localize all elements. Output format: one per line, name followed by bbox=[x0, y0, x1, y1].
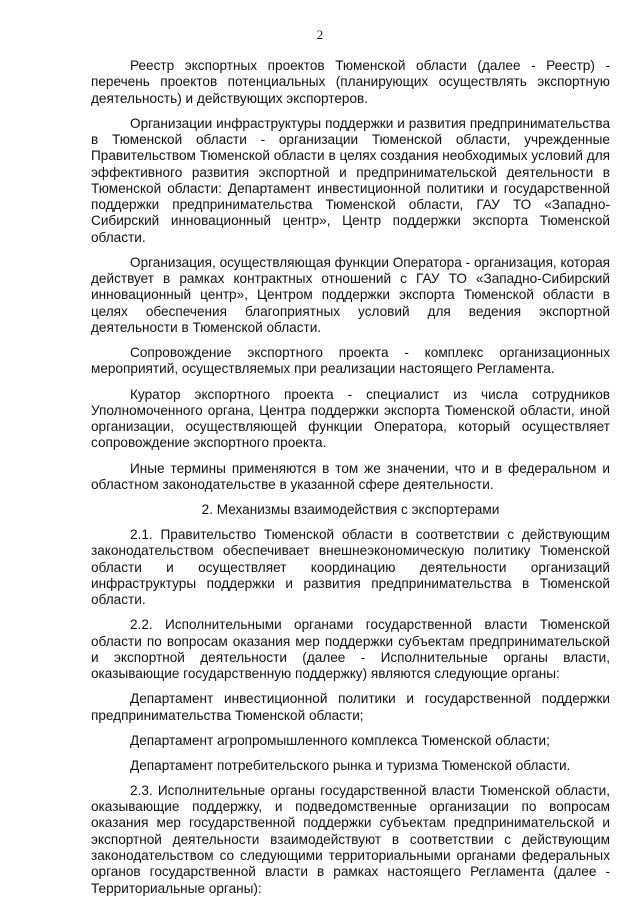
paragraph-department-investment: Департамент инвестиционной политики и государственной поддержки предпринимательства Тюменской области; bbox=[91, 691, 610, 723]
paragraph-2-3: 2.3. Исполнительные органы государственной власти Тюменской области, оказывающие поддержку, и подведомственные организации по вопросам оказания мер государственной поддержки субъектам предпринимательской и экспортной деятельности взаимодействуют в соответствии с действующим законодательством со следующими территориальными органами федеральных органов государственной власти в рамках настоящего Регламента (далее - Территориальные органы): bbox=[91, 782, 610, 896]
paragraph-infrastructure-organizations: Организации инфраструктуры поддержки и развития предпринимательства в Тюменской области - организации Тюменской области, учрежденные Правительством Тюменской области в целях создания необходимых условий для эффективного развития экспортной и предпринимательской деятельности в Тюменской области: Департамент инвестиционной политики и государственной поддержки предпринимательства Тюменской области, ГАУ ТО «Западно-Сибирский инновационный центр», Центр поддержки экспорта Тюменской области. bbox=[91, 115, 610, 245]
page-number: 2 bbox=[316, 27, 324, 42]
paragraph-project-curator: Куратор экспортного проекта - специалист из числа сотрудников Уполномоченного органа, Центра поддержки экспорта Тюменской области, иной организации, осуществляющей функции Оператора, который осуществляет сопровождение экспортного проекта. bbox=[91, 386, 610, 451]
paragraph-export-registry: Реестр экспортных проектов Тюменской области (далее - Реестр) - перечень проектов потенциальных (планирующих осуществлять экспортную деятельность) и действующих экспортеров. bbox=[91, 58, 610, 106]
paragraph-2-2: 2.2. Исполнительными органами государственной власти Тюменской области по вопросам оказания мер поддержки субъектам предпринимательской и экспортной деятельности (далее - Исполнительные органы власти, оказывающие государственную поддержку) являются следующие органы: bbox=[91, 617, 610, 682]
paragraph-other-terms: Иные термины применяются в том же значении, что и в федеральном и областном законодательстве в указанной сфере деятельности. bbox=[91, 460, 610, 492]
paragraph-project-support: Сопровождение экспортного проекта - комплекс организационных мероприятий, осуществляемых при реализации настоящего Регламента. bbox=[91, 345, 610, 377]
paragraph-department-agro: Департамент агропромышленного комплекса Тюменской области; bbox=[130, 732, 550, 748]
paragraph-department-consumer-market: Департамент потребительского рынка и туризма Тюменской области. bbox=[130, 757, 571, 773]
paragraph-operator-organization: Организация, осуществляющая функции Оператора - организация, которая действует в рамках контрактных отношений с ГАУ ТО «Западно-Сибирский инновационный центр», Центром поддержки экспорта Тюменской области в целях обеспечения благоприятных условий для ведения экспортной деятельности в Тюменской области. bbox=[91, 254, 610, 336]
section-heading: 2. Механизмы взаимодействия с экспортерами bbox=[201, 501, 500, 517]
paragraph-2-1: 2.1. Правительство Тюменской области в соответствии с действующим законодательством обеспечивает внешнеэкономическую политику Тюменской области и осуществляет координацию деятельности организаций инфраструктуры поддержки и развития предпринимательства в Тюменской области. bbox=[91, 527, 610, 608]
document-body bbox=[91, 58, 610, 906]
